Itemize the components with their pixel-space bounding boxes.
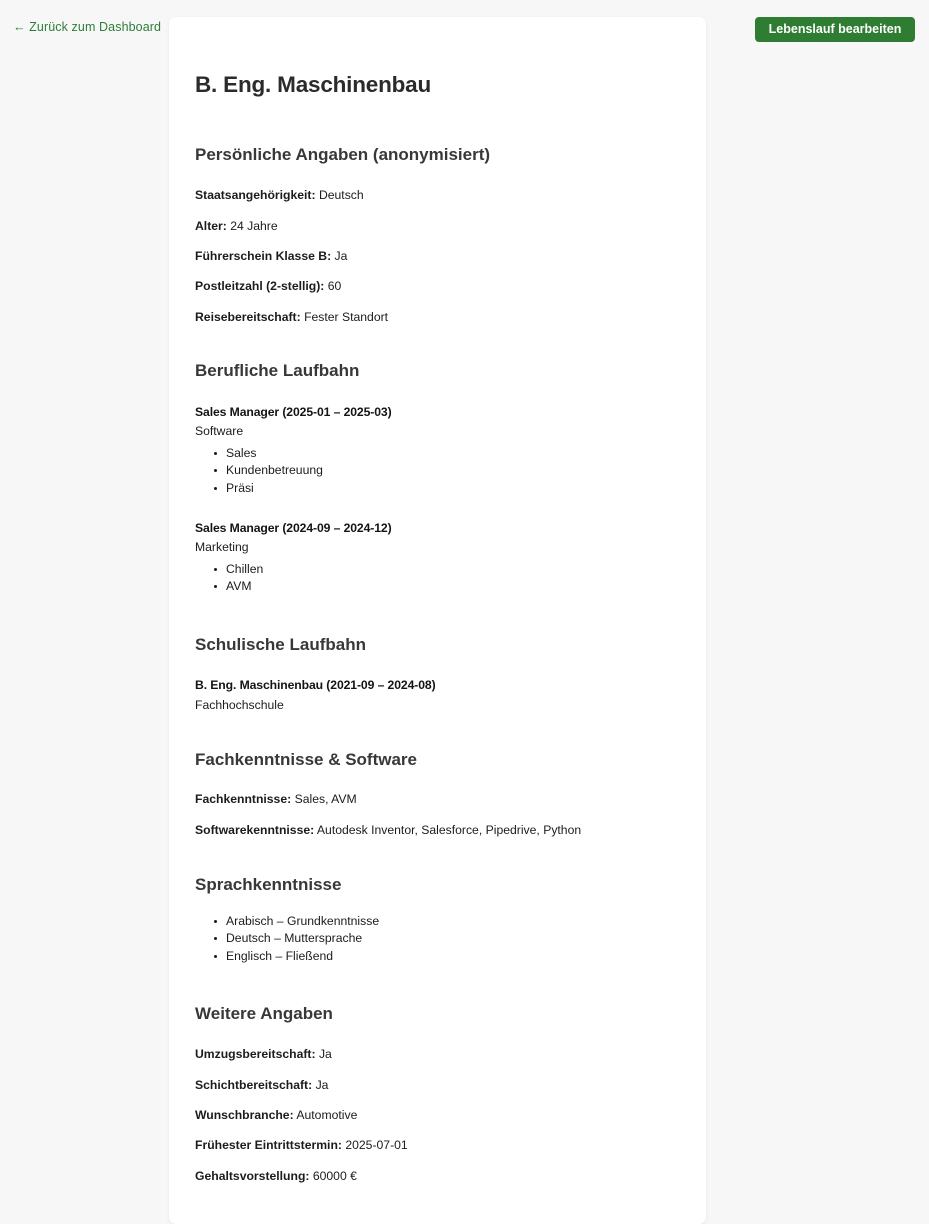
personal-field-list (195, 165, 680, 325)
field-value: 60000 € (312, 1168, 357, 1183)
field-professional-skills (195, 770, 680, 807)
field-drivers-license (195, 234, 680, 264)
field-value: 2025-07-01 (345, 1138, 408, 1153)
career-entry (195, 520, 680, 596)
field-salary-expectation (195, 1154, 680, 1184)
education-entry (195, 677, 680, 713)
field-label: Softwarekenntnisse: (195, 822, 315, 837)
field-label: Reisebereitschaft: (195, 309, 301, 324)
section-additional-info (195, 1004, 680, 1184)
field-value: Ja (334, 249, 348, 264)
field-value: Automotive (296, 1108, 358, 1123)
field-software-skills (195, 808, 680, 838)
section-languages (195, 875, 680, 965)
field-shift-readiness (195, 1063, 680, 1093)
list-item: Sales (226, 445, 680, 462)
field-relocation-readiness (195, 1024, 680, 1062)
field-label: Wunschbranche: (195, 1108, 294, 1123)
list-item: Präsi (226, 480, 680, 497)
field-value: Fester Standort (304, 309, 389, 324)
field-value: Sales, AVM (294, 792, 357, 807)
field-label: Staatsangehörigkeit: (195, 188, 316, 203)
list-item: Englisch – Fließend (226, 948, 680, 965)
back-to-dashboard-link[interactable]: ← Zurück zum Dashboard (13, 20, 162, 34)
list-item: Deutsch – Muttersprache (226, 930, 680, 947)
section-education (195, 635, 680, 713)
career-entry-company: Software (195, 424, 244, 439)
page-title: B. Eng. Maschinenbau (195, 72, 432, 97)
career-entry (195, 404, 680, 497)
section-heading-personal: Persönliche Angaben (anonymisiert) (195, 145, 491, 164)
field-value: 60 (327, 279, 342, 294)
field-travel-readiness (195, 295, 680, 325)
section-career (195, 361, 680, 595)
career-entry-tasks (195, 561, 680, 596)
section-heading-additional: Weitere Angaben (195, 1004, 333, 1023)
field-label: Umzugsbereitschaft: (195, 1047, 316, 1062)
field-label: Gehaltsvorstellung: (195, 1168, 310, 1183)
field-value: 24 Jahre (230, 218, 278, 233)
career-entry-company: Marketing (195, 540, 249, 555)
field-age (195, 204, 680, 234)
section-heading-languages: Sprachkenntnisse (195, 875, 342, 895)
list-item: Kundenbetreuung (226, 462, 680, 479)
section-heading-education: Schulische Laufbahn (195, 634, 366, 654)
education-entry-title: B. Eng. Maschinenbau (2021-09 – 2024-08) (195, 678, 436, 693)
additional-field-list (195, 1024, 680, 1184)
section-heading-skills: Fachkenntnisse & Software (195, 750, 418, 770)
field-postal-code (195, 265, 680, 295)
list-item: Arabisch – Grundkenntnisse (226, 913, 680, 930)
section-skills (195, 750, 680, 838)
section-personal-details (195, 145, 680, 325)
field-label: Frühester Eintrittstermin: (195, 1138, 342, 1153)
field-label: Schichtbereitschaft: (195, 1077, 313, 1092)
edit-resume-button[interactable]: Lebenslauf bearbeiten (755, 17, 915, 42)
list-item: AVM (226, 578, 680, 595)
field-label: Führerschein Klasse B: (195, 249, 332, 264)
field-label: Fachkenntnisse: (195, 792, 292, 807)
field-label: Postleitzahl (2-stellig): (195, 279, 325, 294)
field-nationality (195, 165, 680, 203)
career-entry-title: Sales Manager (2024-09 – 2024-12) (195, 520, 392, 535)
language-list (195, 913, 680, 965)
field-label: Alter: (195, 218, 227, 233)
list-item: Chillen (226, 561, 680, 578)
career-entry-title: Sales Manager (2025-01 – 2025-03) (195, 404, 392, 419)
career-entry-tasks (195, 445, 680, 497)
field-value: Ja (315, 1077, 329, 1092)
field-value: Deutsch (318, 188, 364, 203)
field-desired-industry (195, 1093, 680, 1123)
field-value: Autodesk Inventor, Salesforce, Pipedrive, Python (316, 822, 582, 837)
section-heading-career: Berufliche Laufbahn (195, 361, 360, 381)
field-value: Ja (318, 1047, 332, 1062)
resume-card (169, 17, 706, 1224)
education-entry-institution: Fachhochschule (195, 697, 284, 712)
field-earliest-start-date (195, 1124, 680, 1154)
skills-field-list (195, 770, 680, 838)
